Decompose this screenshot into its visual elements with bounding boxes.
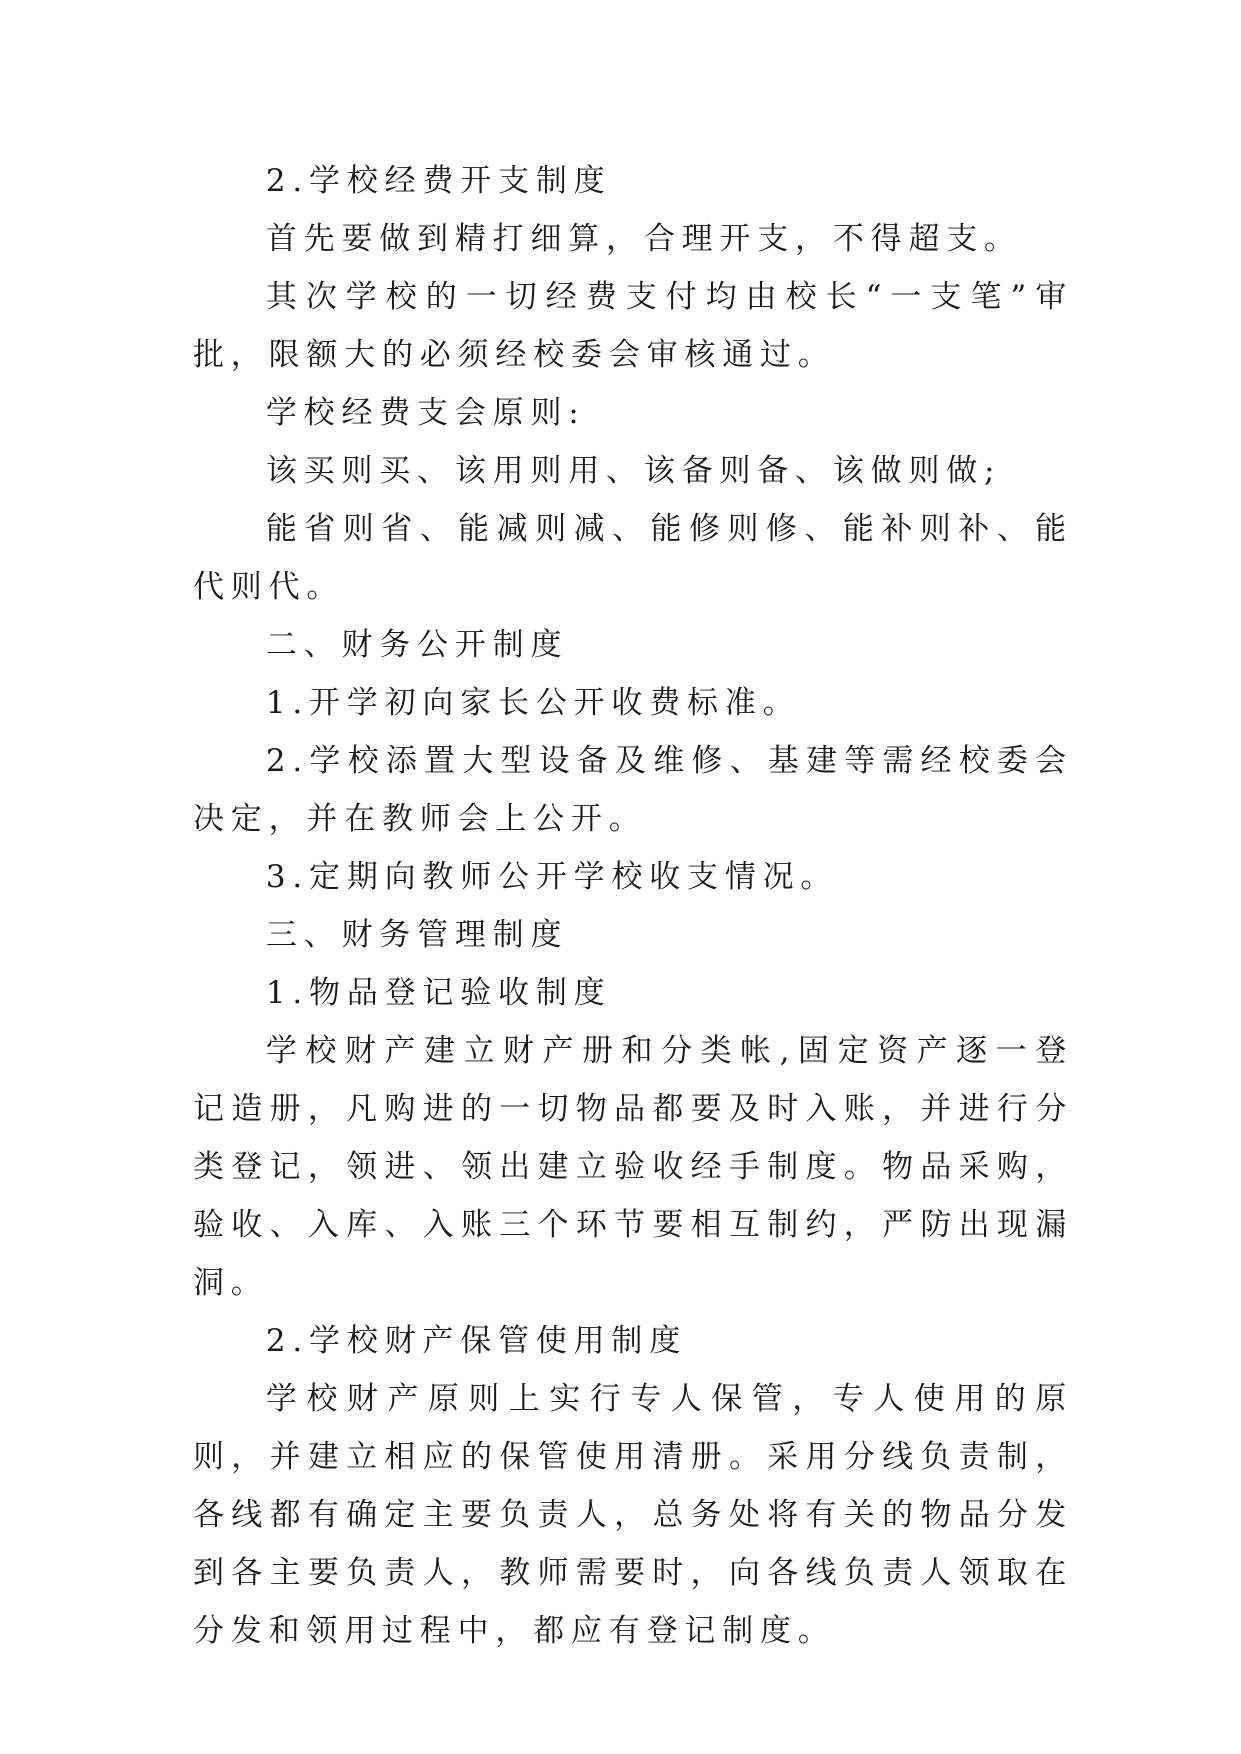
list-item: 2.学校添置大型设备及维修、基建等需经校委会决定，并在教师会上公开。 <box>193 743 1073 837</box>
document-body <box>193 152 1073 1660</box>
section-heading: 2.学校经费开支制度 <box>265 163 612 199</box>
body-paragraph: 能省则省、能减则减、能修则修、能补则补、能代则代。 <box>193 511 1073 605</box>
body-paragraph: 学校财产建立财产册和分类帐,固定资产逐一登记造册，凡购进的一切物品都要及时入账，并进行分类登记，领进、领出建立验收经手制度。物品采购，验收、入库、入账三个环节要相互制约，严防出现漏洞。 <box>193 1033 1073 1301</box>
body-paragraph: 其次学校的一切经费支付均由校长“一支笔”审批，限额大的必须经校委会审核通过。 <box>193 279 1073 373</box>
body-paragraph: 学校财产原则上实行专人保管，专人使用的原则，并建立相应的保管使用清册。采用分线负责制，各线都有确定主要负责人，总务处将有关的物品分发到各主要负责人，教师需要时，向各线负责人领取在分发和领用过程中，都应有登记制度。 <box>193 1381 1073 1649</box>
body-paragraph: 该买则买、该用则用、该备则备、该做则做; <box>265 453 1002 489</box>
body-paragraph: 学校经费支会原则: <box>265 395 586 431</box>
list-item: 3.定期向教师公开学校收支情况。 <box>265 859 839 895</box>
section-heading: 三、财务管理制度 <box>265 917 569 953</box>
list-item: 1.开学初向家长公开收费标准。 <box>265 685 801 721</box>
subsection-heading: 1.物品登记验收制度 <box>265 975 612 1011</box>
section-heading: 二、财务公开制度 <box>265 627 569 663</box>
subsection-heading: 2.学校财产保管使用制度 <box>265 1323 688 1359</box>
body-paragraph: 首先要做到精打细算，合理开支，不得超支。 <box>265 221 1022 257</box>
